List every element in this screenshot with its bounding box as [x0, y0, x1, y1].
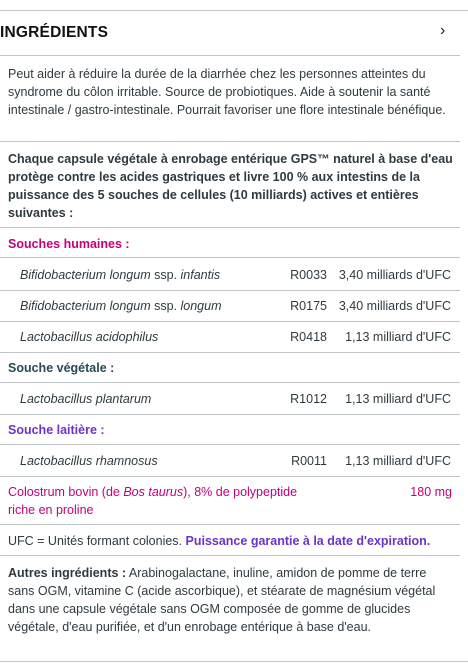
- divider: [0, 414, 460, 415]
- ufc-note: UFC = Unités formant colonies. Puissance garantie à la date d'expiration.: [8, 534, 431, 548]
- section-dairy-strain: Souche laitière :: [8, 423, 105, 437]
- ingredients-title: INGRÉDIENTS: [0, 24, 109, 41]
- intro-text: Peut aider à réduire la durée de la diarrhée chez les personnes atteintes du syndrome du côlon irritable. Source de probiotiques. Aide à soutenir la santé intestinale / gastro-intestinale. Pourrait favoriser une flore intestinale bénéfique.: [8, 67, 446, 117]
- table-row: [0, 446, 460, 476]
- colostrum-amount: 180 mg: [410, 485, 452, 499]
- strain-amount: 1,13 milliard d'UFC: [345, 454, 451, 468]
- potency-guarantee: Puissance garantie à la date d'expiration.: [185, 534, 431, 548]
- bottom-divider: [0, 661, 468, 662]
- table-row: [0, 291, 460, 321]
- strain-code: R1012: [290, 392, 327, 406]
- other-ingredients: Autres ingrédients : Arabinogalactane, inuline, amidon de pomme de terre sans OGM, vitamine C (acide ascorbique), et stéarate de magnésium végétal dans une capsule végétale sans OGM composée de gomme de glucides végétale, d'eau purifiée, et d'un enrobage entérique à base d'eau.: [8, 566, 436, 634]
- strain-code: R0011: [291, 454, 327, 468]
- section-human-strains: Souches humaines :: [8, 237, 130, 251]
- strain-name: Lactobacillus plantarum: [20, 392, 152, 406]
- strain-name: Bifidobacterium longum ssp. infantis: [20, 268, 221, 282]
- strain-name: Bifidobacterium longum ssp. longum: [20, 299, 222, 313]
- strain-amount: 3,40 milliards d'UFC: [338, 299, 451, 313]
- section-vegetable-strain: Souche végétale :: [8, 361, 115, 375]
- divider: [0, 555, 460, 556]
- divider: [0, 476, 460, 477]
- table-row: [0, 260, 460, 290]
- strain-code: R0175: [290, 299, 327, 313]
- intro-divider: [0, 141, 460, 142]
- header-divider: [0, 55, 460, 56]
- chevron-right-icon[interactable]: ›: [440, 22, 446, 39]
- capsule-divider: [0, 227, 460, 228]
- strain-amount: 1,13 milliard d'UFC: [345, 392, 451, 406]
- divider: [0, 352, 460, 353]
- divider: [0, 382, 460, 383]
- strain-amount: 3,40 milliards d'UFC: [338, 268, 451, 282]
- strain-amount: 1,13 milliard d'UFC: [345, 330, 451, 344]
- divider: [0, 524, 460, 525]
- strain-code: R0033: [290, 268, 327, 282]
- colostrum-ingredient: Colostrum bovin (de Bos taurus), 8% de polypeptide riche en proline: [8, 485, 298, 517]
- table-row: [0, 322, 460, 352]
- strain-name: Lactobacillus rhamnosus: [20, 454, 158, 468]
- table-row: [0, 384, 460, 414]
- ingredients-header[interactable]: [0, 11, 460, 55]
- strain-code: R0418: [290, 330, 327, 344]
- divider: [0, 257, 460, 258]
- capsule-description: Chaque capsule végétale à enrobage entérique GPS™ naturel à base d'eau protège contre les acides gastriques et livre 100 % aux intestins de la puissance des 5 souches de cellules (10 milliards) actives et entières suivantes :: [8, 152, 453, 220]
- strain-name: Lactobacillus acidophilus: [20, 330, 159, 344]
- divider: [0, 444, 460, 445]
